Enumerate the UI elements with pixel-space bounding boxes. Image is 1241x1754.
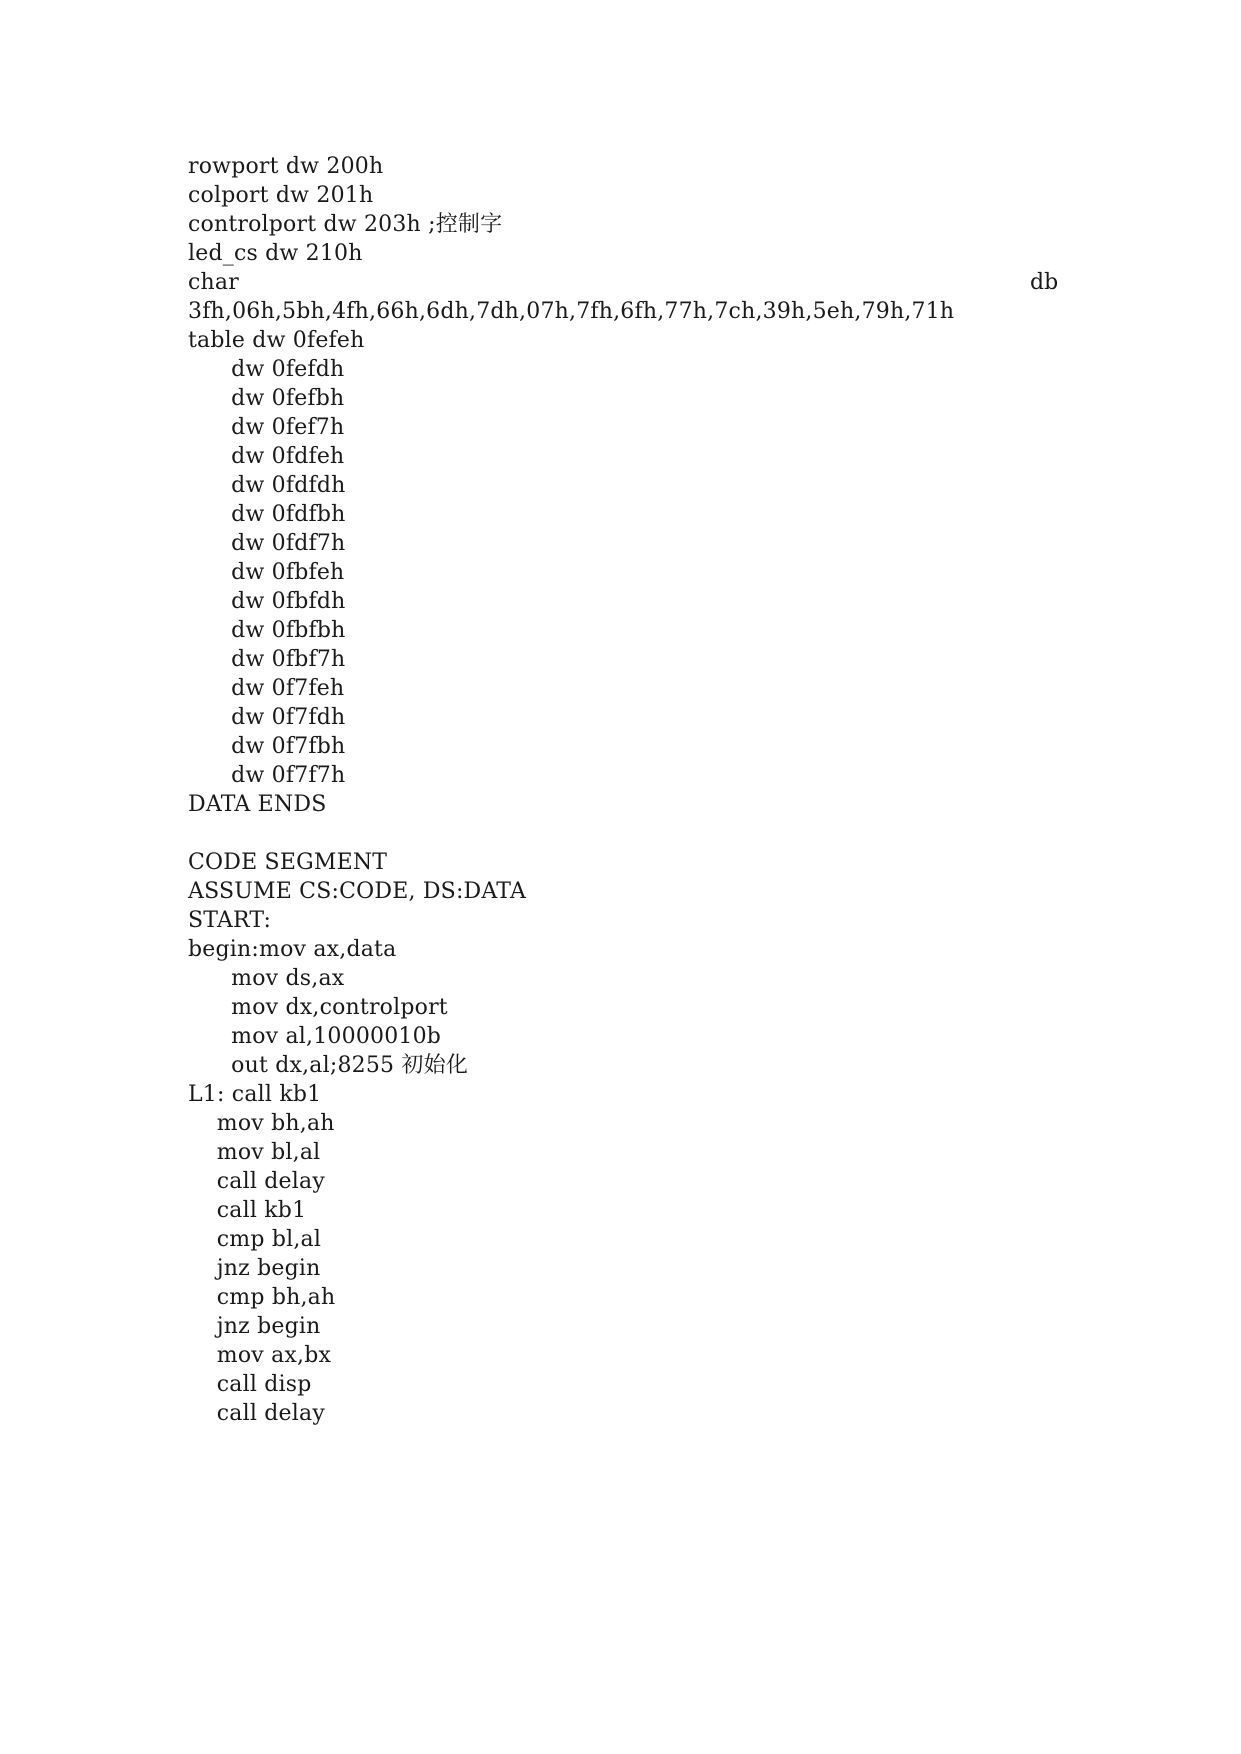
code-line: call disp xyxy=(188,1372,312,1397)
code-line: START: xyxy=(188,908,272,933)
code-line: rowport dw 200h xyxy=(188,154,384,179)
code-line: jnz begin xyxy=(188,1256,321,1281)
code-line: out dx,al;8255 初始化 xyxy=(188,1053,469,1078)
code-line: dw 0f7fbh xyxy=(188,734,346,759)
code-line: dw 0fdfbh xyxy=(188,502,346,527)
code-line: mov ax,bx xyxy=(188,1343,332,1368)
code-line: table dw 0fefeh xyxy=(188,328,365,353)
code-line: dw 0fdfeh xyxy=(188,444,345,469)
code-line: mov ds,ax xyxy=(188,966,345,991)
code-line: mov bl,al xyxy=(188,1140,321,1165)
code-line: dw 0fbfbh xyxy=(188,618,346,643)
code-line: cmp bl,al xyxy=(188,1227,322,1252)
code-line: CODE SEGMENT xyxy=(188,850,388,875)
code-line: 3fh,06h,5bh,4fh,66h,6dh,7dh,07h,7fh,6fh,77h,7ch,39h,5eh,79h,71h xyxy=(188,299,955,324)
code-line: ASSUME CS:CODE, DS:DATA xyxy=(188,879,527,904)
code-line: dw 0fbf7h xyxy=(188,647,346,672)
code-line: dw 0fdfdh xyxy=(188,473,346,498)
code-line: dw 0fef7h xyxy=(188,415,345,440)
code-line: dw 0f7feh xyxy=(188,676,345,701)
code-line: mov bh,ah xyxy=(188,1111,335,1136)
code-line: jnz begin xyxy=(188,1314,321,1339)
code-line: begin:mov ax,data xyxy=(188,937,397,962)
code-line: colport dw 201h xyxy=(188,183,374,208)
code-line: dw 0fefdh xyxy=(188,357,345,382)
code-line: controlport dw 203h ;控制字 xyxy=(188,212,503,237)
code-line: mov al,10000010b xyxy=(188,1024,442,1049)
char-db-keyword: db xyxy=(1030,270,1059,295)
code-line: led_cs dw 210h xyxy=(188,241,363,266)
code-line: dw 0fdf7h xyxy=(188,531,346,556)
code-line: dw 0fefbh xyxy=(188,386,345,411)
code-line: dw 0fbfdh xyxy=(188,589,346,614)
code-line: call delay xyxy=(188,1401,325,1426)
code-line: dw 0fbfeh xyxy=(188,560,345,585)
code-line: char xyxy=(188,270,239,295)
code-line: dw 0f7fdh xyxy=(188,705,346,730)
code-line: mov dx,controlport xyxy=(188,995,448,1020)
code-line: cmp bh,ah xyxy=(188,1285,336,1310)
code-line: dw 0f7f7h xyxy=(188,763,346,788)
code-line: L1: call kb1 xyxy=(188,1082,322,1107)
code-line: DATA ENDS xyxy=(188,792,327,817)
code-line: call delay xyxy=(188,1169,325,1194)
code-line: call kb1 xyxy=(188,1198,307,1223)
